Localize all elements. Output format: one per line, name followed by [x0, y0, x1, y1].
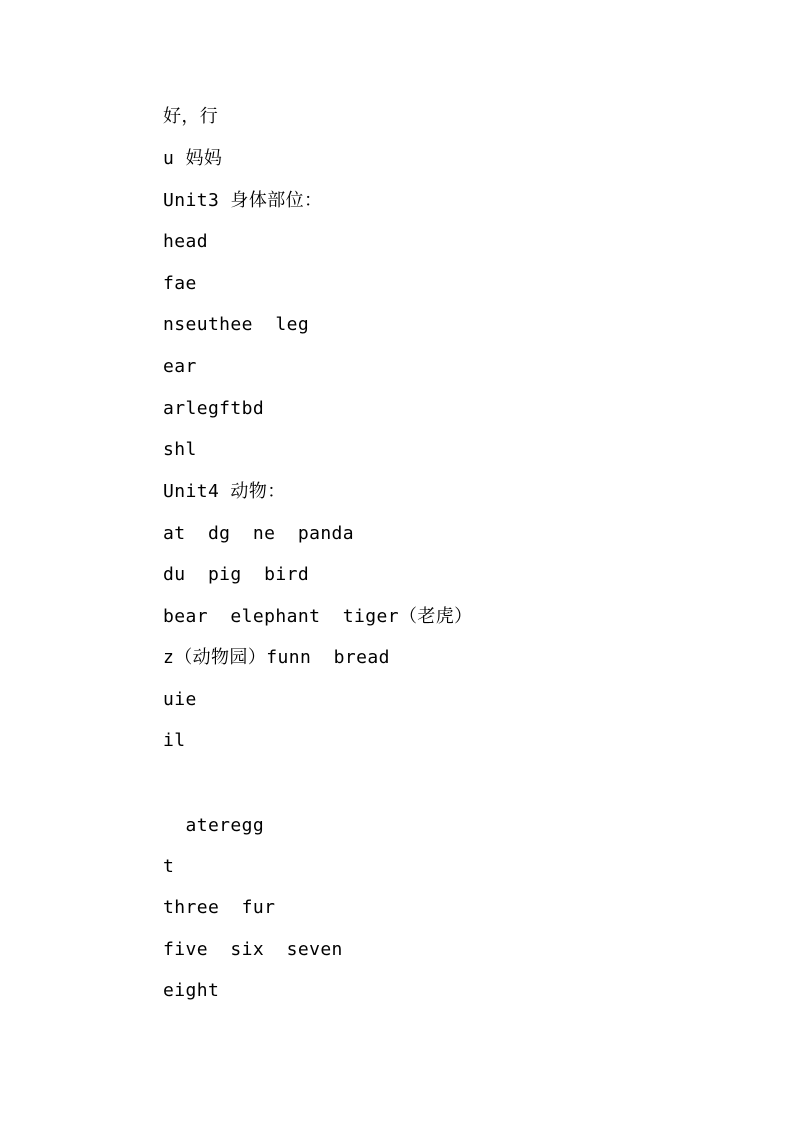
text-line: il	[163, 730, 186, 751]
text-line: eight	[163, 980, 220, 1001]
text-line: ateregg	[163, 815, 265, 836]
text-line: at dg ne panda	[163, 523, 355, 544]
section-heading: Unit4 动物：	[163, 481, 286, 502]
text-line: du pig bird	[163, 564, 310, 585]
text-line: t	[163, 856, 175, 877]
text-line: three fur	[163, 897, 276, 918]
text-line: z（动物园）funn bread	[163, 647, 390, 668]
text-line: 好，行	[163, 106, 219, 127]
text-line: fae	[163, 273, 197, 294]
text-line: bear elephant tiger（老虎）	[163, 606, 473, 627]
section-heading: Unit3 身体部位：	[163, 190, 323, 211]
text-line: uie	[163, 689, 197, 710]
text-line: five six seven	[163, 939, 343, 960]
text-line: u 妈妈	[163, 148, 223, 169]
text-line: ear	[163, 356, 197, 377]
text-line: head	[163, 231, 208, 252]
text-line: shl	[163, 439, 197, 460]
text-line: nseuthee leg	[163, 314, 310, 335]
text-line: arlegftbd	[163, 398, 265, 419]
